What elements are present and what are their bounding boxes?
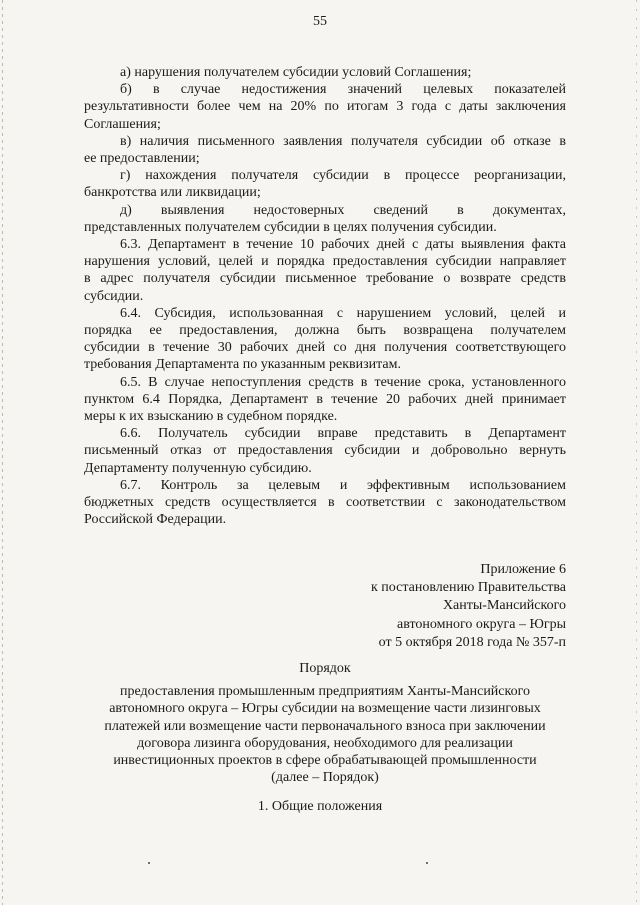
paragraph-line: д) выявления недостоверных сведений в документах, [120,202,566,218]
document-title [84,660,566,786]
appendix-header [371,561,566,652]
title-line: инвестиционных проектов в сфере обрабатывающей промышленности [113,753,537,769]
section-heading: 1. Общие положения [257,799,383,814]
paragraph [84,305,566,374]
body-text [84,64,566,528]
title-line: платежей или возмещение части первоначального взноса при заключении [104,718,546,734]
appendix-line: Приложение 6 [480,562,566,577]
paragraph-line: в) наличия письменного заявления получателя субсидии об отказе в [120,133,566,149]
paragraph-line: 6.5. В случае непоступления средств в течение срока, установленного [120,374,566,390]
scan-speck [148,862,150,864]
title-line: (далее – Порядок) [271,770,379,786]
title-line: предоставления промышленным предприятиям Ханты-Мансийского [119,684,530,700]
paragraph [84,477,566,529]
paragraph [84,167,566,201]
title-line: автономного округа – Югры субсидии на возмещение части лизинговых [109,701,541,717]
paragraph [84,202,566,236]
paragraph-line: г) нахождения получателя субсидии в процессе реорганизации, [120,168,566,184]
paragraph-line: требования Департамента по указанным реквизитам. [84,357,402,373]
paragraph-line: меры к их взысканию в судебном порядке. [84,409,338,425]
paragraph-line: субсидии в течение 30 рабочих дней со дня получения соответствующего [84,340,566,356]
scan-edge-right [636,0,637,905]
title-heading: Порядок [299,661,351,676]
appendix-line: от 5 октября 2018 года № 357-п [378,634,566,650]
paragraph-line: письменный отказ от предоставления субсидии и добровольно вернуть [84,443,566,459]
paragraph-line: в адрес получателя субсидии письменное требование о возврате средств [84,271,566,287]
title-line: договора лизинга оборудования, необходимого для реализации [137,735,513,751]
paragraph-line: бюджетных средств осуществляется в соответствии с законодательством [84,495,566,511]
paragraph [84,64,566,81]
paragraph-line: результативности более чем на 20% по итогам 3 года с даты заключения [84,99,566,115]
paragraph-line: Российской Федерации. [84,512,227,528]
appendix-line: автономного округа – Югры [397,616,566,632]
paragraph-line: субсидии. [84,288,144,304]
paragraph-line: представленных получателем субсидии в целях получения субсидии. [84,219,497,235]
appendix-line: Ханты-Мансийского [442,598,566,614]
paragraph-line: нарушения условий, целей и порядка предоставления субсидии направляет [84,254,566,270]
paragraph-line: 6.4. Субсидия, использованная с нарушением условий, целей и [120,305,566,321]
paragraph [84,236,566,305]
page-number: 55 [313,14,327,29]
paragraph [84,374,566,426]
scan-edge-left [2,0,3,905]
paragraph [84,425,566,477]
paragraph-line: б) в случае недостижения значений целевых показателей [120,82,566,98]
paragraph-line: 6.3. Департамент в течение 10 рабочих дней с даты выявления факта [120,237,566,253]
paragraph-line: 6.7. Контроль за целевым и эффективным использованием [120,477,566,493]
paragraph-line: банкротства или ликвидации; [84,185,261,201]
paragraph-line: 6.6. Получатель субсидии вправе представить в Департамент [120,426,566,442]
paragraph-line: пунктом 6.4 Порядка, Департамент в течение 20 рабочих дней принимает [84,391,566,407]
paragraph-line: Соглашения; [84,116,161,132]
paragraph [84,81,566,133]
paragraph-line: а) нарушения получателем субсидии условий Соглашения; [120,65,472,80]
appendix-line: к постановлению Правительства [370,580,566,596]
scan-speck [426,862,428,864]
paragraph-line: Департаменту полученную субсидию. [84,460,312,476]
paragraph-line: ее предоставлении; [84,151,200,167]
paragraph [84,133,566,167]
paragraph-line: порядка ее предоставления, должна быть возвращена получателем [84,323,566,339]
